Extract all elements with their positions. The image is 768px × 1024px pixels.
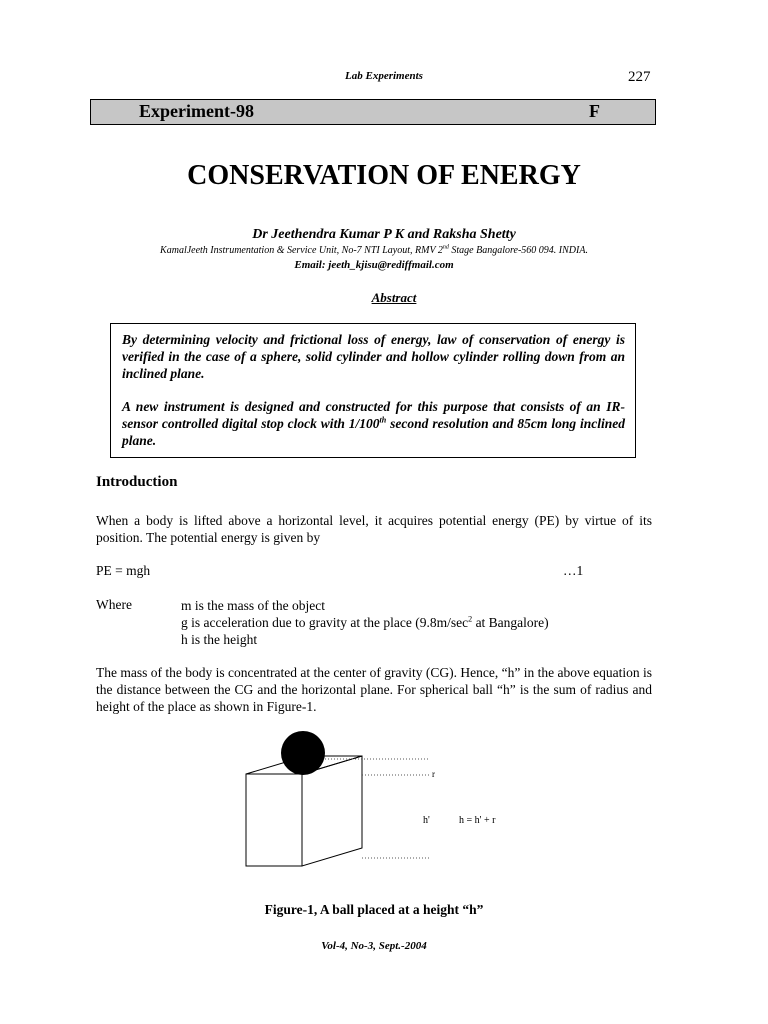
experiment-bar	[90, 99, 656, 125]
definition-g-sup: 2	[468, 614, 473, 624]
affiliation-text: KamalJeeth Instrumentation & Service Unit, No-7 NTI Layout, RMV 2	[160, 245, 443, 256]
figure-caption: Figure-1, A ball placed at a height “h”	[264, 902, 484, 917]
page-number: 227	[628, 69, 651, 85]
abstract-heading: Abstract	[371, 290, 417, 305]
label-r: r	[432, 769, 435, 779]
box-front-face	[246, 774, 302, 866]
definition-g	[181, 614, 549, 631]
authors: Dr Jeethendra Kumar P K and Raksha Shetty	[252, 227, 516, 242]
abstract-paragraph-1: By determining velocity and frictional loss of energy, law of conservation of energy is verified in the case of a sphere, solid cylinder and hollow cylinder rolling down from an inclined plane.	[122, 332, 625, 381]
equation: PE = mgh	[96, 563, 151, 578]
affiliation-sup: nd	[442, 244, 449, 251]
where-label: Where	[96, 597, 132, 612]
running-head: Lab Experiments	[345, 70, 423, 82]
experiment-grade: F	[589, 101, 600, 121]
footer: Vol-4, No-3, Sept.-2004	[321, 940, 427, 952]
definition-h: h is the height	[181, 632, 258, 647]
equation-number: …1	[563, 563, 584, 578]
figure-ball-on-box	[240, 726, 520, 876]
affiliation-text-end: Stage Bangalore-560 094. INDIA.	[448, 245, 588, 256]
intro-paragraph-2: The mass of the body is concentrated at the center of gravity (CG). Hence, “h” in the above equation is the distance between the CG and the horizontal plane. For spherical ball “h” is the sum of radius and height of the place as shown in Figure-1.	[96, 665, 652, 714]
abstract-box	[110, 323, 636, 458]
abstract-p2-text: A new instrument is designed and constructed for this purpose that consists of an IR-sensor controlled digital stop clock with 1/100	[122, 399, 625, 431]
definition-m: m is the mass of the object	[181, 598, 325, 613]
intro-paragraph-1: When a body is lifted above a horizontal level, it acquires potential energy (PE) by virtue of its position. The potential energy is given by	[96, 513, 652, 545]
label-h-formula: h = h' + r	[459, 815, 496, 826]
abstract-paragraph-2	[122, 398, 625, 449]
definition-g-text-end: at Bangalore)	[472, 615, 549, 630]
ball	[281, 731, 325, 775]
abstract-p2-text-end: second resolution and 85cm long inclined plane.	[122, 416, 625, 448]
experiment-title: Experiment-98	[139, 101, 254, 121]
page-title: CONSERVATION OF ENERGY	[187, 160, 581, 191]
definition-g-text: g is acceleration due to gravity at the place (9.8m/sec	[181, 615, 469, 630]
definitions	[181, 597, 549, 648]
introduction-heading: Introduction	[96, 474, 178, 490]
email: Email: jeeth_kjisu@rediffmail.com	[294, 259, 454, 271]
abstract-p2-sup: th	[379, 415, 387, 425]
label-h-prime: h'	[423, 815, 430, 826]
affiliation	[0, 245, 748, 256]
